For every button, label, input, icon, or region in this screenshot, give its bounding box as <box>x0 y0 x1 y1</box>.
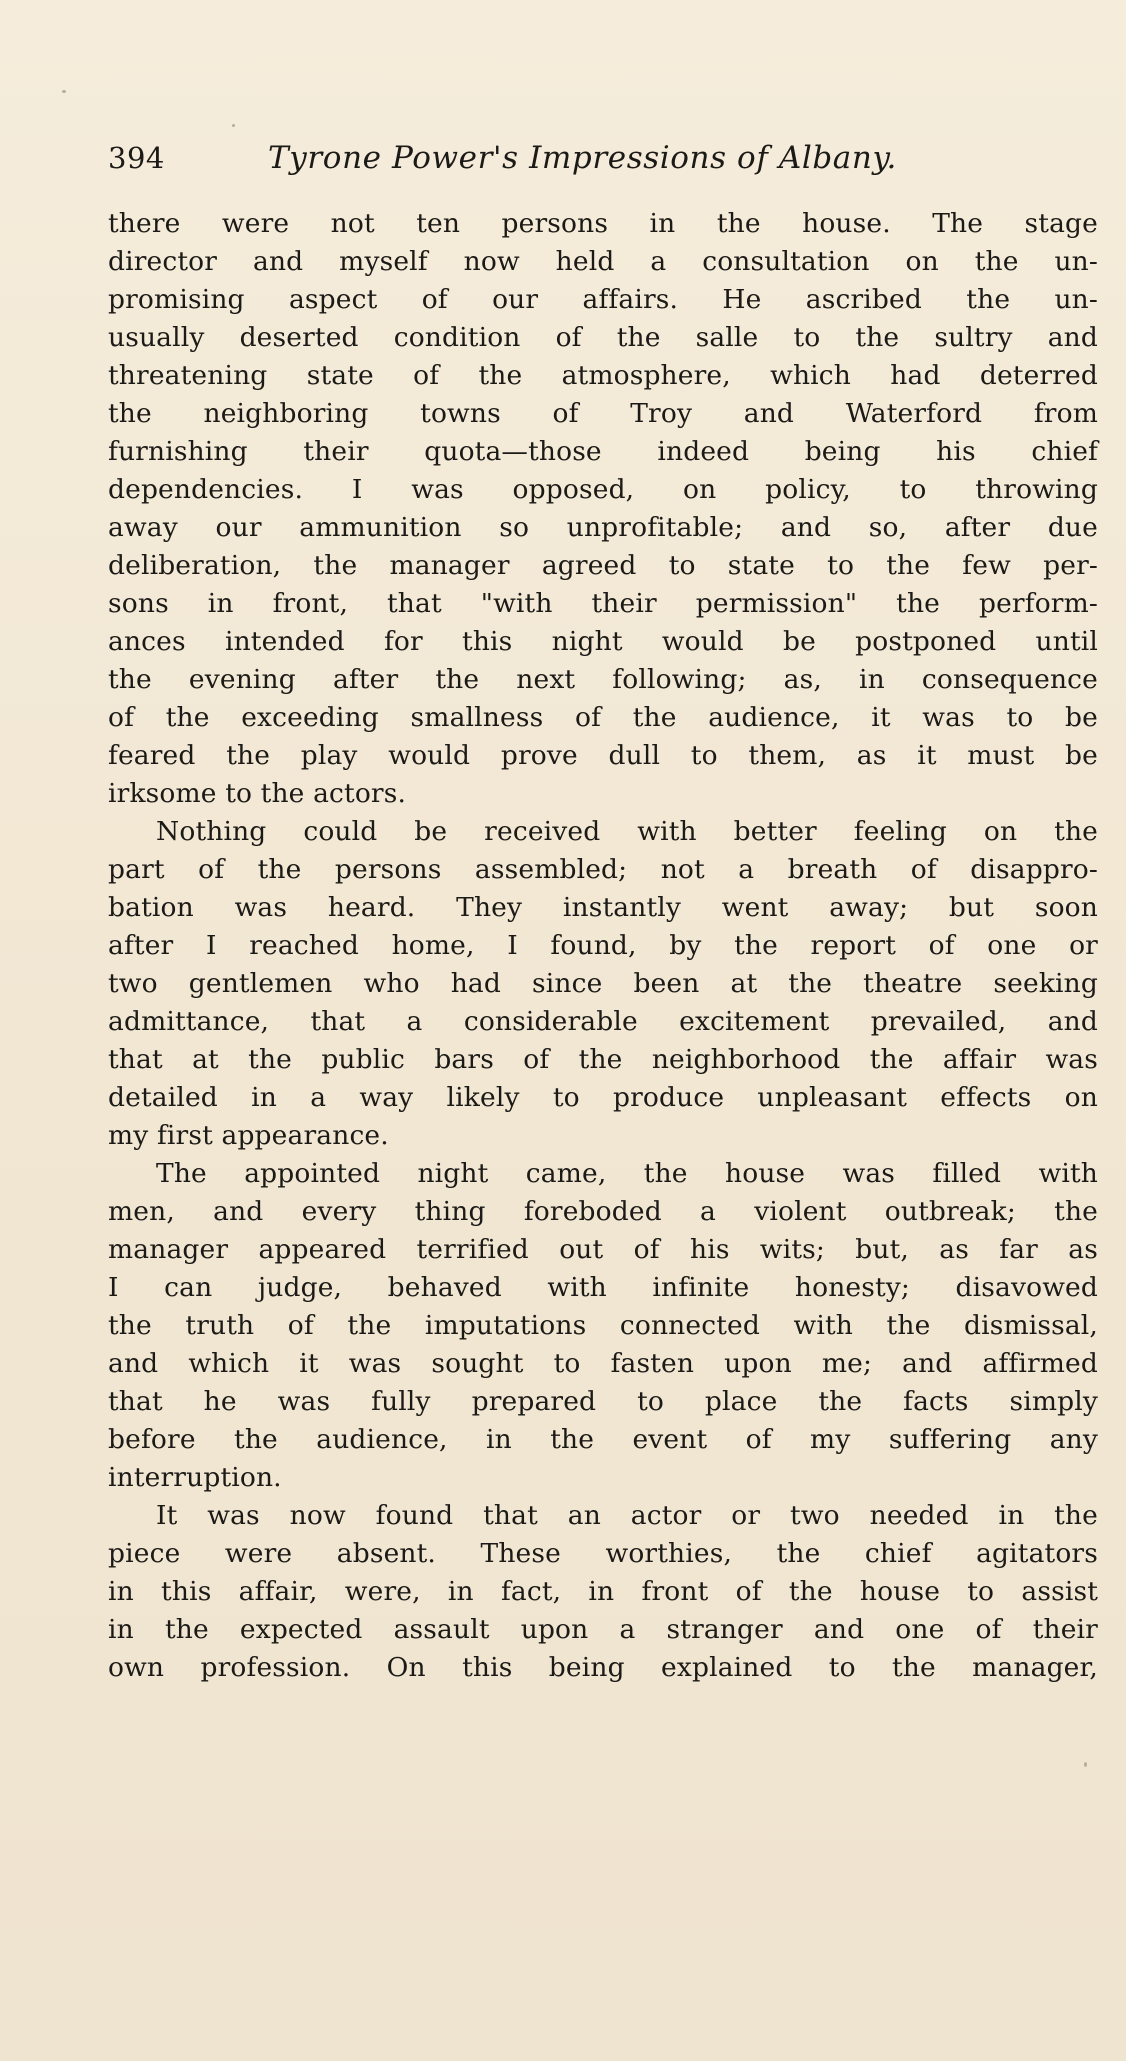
text-line: interruption. <box>108 1462 282 1493</box>
paper-speck <box>232 124 235 127</box>
text-line: ances intended for this night would be postponed until <box>108 626 1098 657</box>
text-line: two gentlemen who had since been at the theatre seeking <box>108 968 1098 999</box>
text-line: the truth of the imputations connected with the dismissal, <box>108 1310 1098 1341</box>
text-line: detailed in a way likely to produce unpleasant effects on <box>108 1082 1098 1113</box>
text-line: before the audience, in the event of my suffering any <box>108 1424 1098 1455</box>
text-line: my first appearance. <box>108 1120 389 1151</box>
text-line: It was now found that an actor or two needed in the <box>156 1500 1098 1531</box>
text-line: the evening after the next following; as, in consequence <box>108 664 1098 695</box>
text-line: own profession. On this being explained to the manager, <box>108 1652 1098 1683</box>
page-number: 394 <box>108 141 165 175</box>
text-line: men, and every thing foreboded a violent outbreak; the <box>108 1196 1098 1227</box>
text-line: usually deserted condition of the salle to the sultry and <box>108 322 1098 353</box>
text-line: of the exceeding smallness of the audience, it was to be <box>108 702 1098 733</box>
text-line: after I reached home, I found, by the report of one or <box>108 930 1098 961</box>
text-line: manager appeared terrified out of his wits; but, as far as <box>108 1234 1098 1265</box>
text-line: irksome to the actors. <box>108 778 407 809</box>
text-line: dependencies. I was opposed, on policy, to throwing <box>108 474 1098 505</box>
paper-speck <box>62 90 66 93</box>
text-line: there were not ten persons in the house. The stage <box>108 208 1098 239</box>
text-line: sons in front, that "with their permission" the perform- <box>108 588 1098 619</box>
text-line: promising aspect of our affairs. He ascribed the un- <box>108 284 1098 315</box>
text-line: bation was heard. They instantly went away; but soon <box>108 892 1098 923</box>
paper-speck <box>1084 1762 1087 1767</box>
text-line: Nothing could be received with better feeling on the <box>156 816 1098 847</box>
text-line: threatening state of the atmosphere, which had deterred <box>108 360 1098 391</box>
text-line: feared the play would prove dull to them, as it must be <box>108 740 1098 771</box>
text-line: I can judge, behaved with infinite honesty; disavowed <box>108 1272 1098 1303</box>
text-line: piece were absent. These worthies, the chief agitators <box>108 1538 1098 1569</box>
text-line: director and myself now held a consultation on the un- <box>108 246 1098 277</box>
running-title: Tyrone Power's Impressions of Albany. <box>268 140 897 176</box>
text-line: admittance, that a considerable excitement prevailed, and <box>108 1006 1098 1037</box>
running-header <box>108 136 988 180</box>
text-line: The appointed night came, the house was filled with <box>156 1158 1098 1189</box>
text-line: that at the public bars of the neighborhood the affair was <box>108 1044 1098 1075</box>
text-line: the neighboring towns of Troy and Waterford from <box>108 398 1098 429</box>
text-line: part of the persons assembled; not a breath of disappro- <box>108 854 1098 885</box>
body-text <box>108 205 1098 1687</box>
text-line: in this affair, were, in fact, in front of the house to assist <box>108 1576 1098 1607</box>
text-line: furnishing their quota—those indeed being his chief <box>108 436 1098 467</box>
text-line: deliberation, the manager agreed to state to the few per- <box>108 550 1098 581</box>
text-line: and which it was sought to fasten upon me; and affirmed <box>108 1348 1098 1379</box>
text-line: that he was fully prepared to place the facts simply <box>108 1386 1098 1417</box>
text-line: away our ammunition so unprofitable; and so, after due <box>108 512 1098 543</box>
text-line: in the expected assault upon a stranger and one of their <box>108 1614 1098 1645</box>
